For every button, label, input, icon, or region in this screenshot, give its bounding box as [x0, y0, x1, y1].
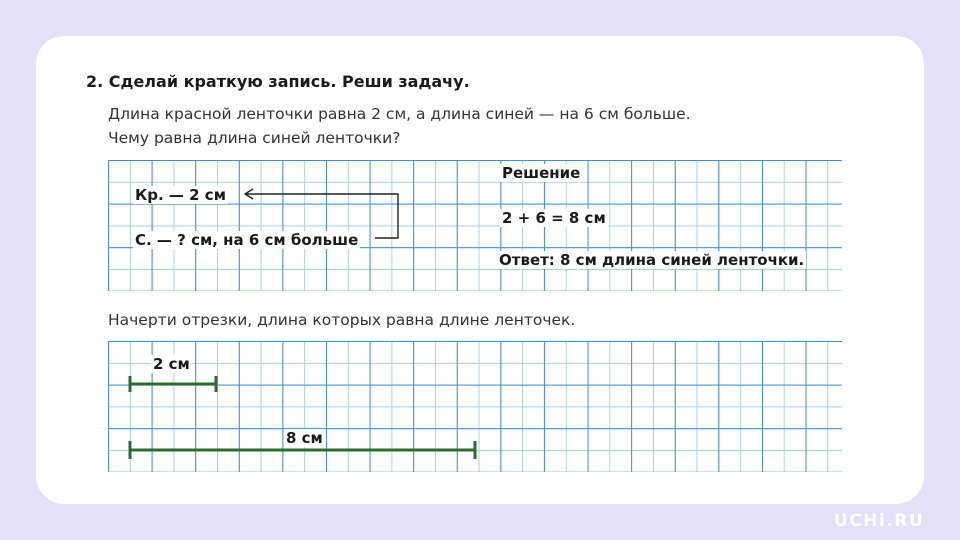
draw-task-text: Начерти отрезки, длина которых равна длине ленточек.	[108, 311, 576, 329]
task-title: 2. Сделай краткую запись. Реши задачу.	[86, 72, 470, 91]
short-note-red: Кр. — 2 см	[135, 186, 226, 204]
uchi-ru-logo: UCHi.RU	[834, 511, 925, 531]
segment-label-8cm: 8 см	[286, 429, 323, 447]
short-note-blue: С. — ? см, на 6 см больше	[135, 231, 359, 249]
segment-2cm	[130, 376, 216, 392]
task-condition-line2: Чему равна длина синей ленточки?	[108, 129, 401, 147]
solution-answer: Ответ: 8 см длина синей ленточки.	[499, 251, 805, 269]
task-condition-line1: Длина красной ленточки равна 2 см, а длина синей — на 6 см больше.	[108, 105, 691, 123]
solution-expression: 2 + 6 = 8 см	[502, 209, 606, 227]
segment-label-2cm: 2 см	[153, 355, 190, 373]
solution-heading: Решение	[502, 164, 581, 182]
